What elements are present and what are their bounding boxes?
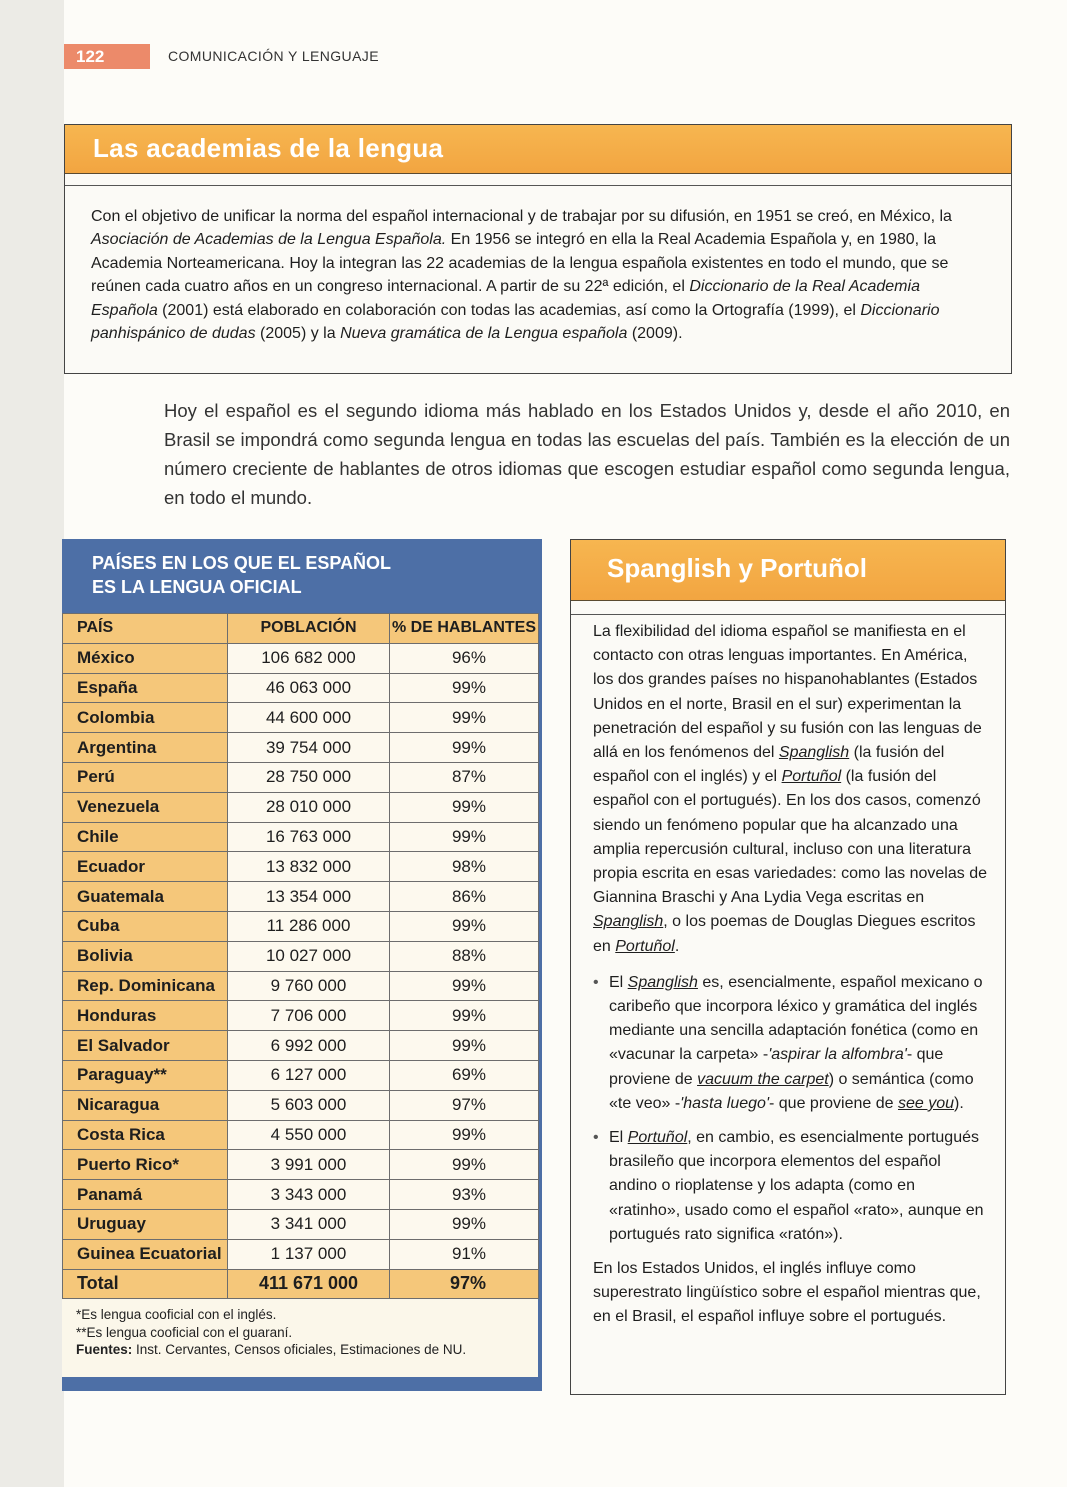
bullet-portunol: • El Portuñol, en cambio, es esencialmente portugués brasileño que incorpora elementos del español andino o rioplatense y los adapta (como en «ratinho», usado como el español «rato», aunque en portugués rato significa «ratón»). <box>593 1126 989 1247</box>
country-cell: Colombia <box>63 703 228 733</box>
country-cell: España <box>63 673 228 703</box>
table-row <box>63 822 539 852</box>
population-cell: 10 027 000 <box>228 941 390 971</box>
percent-cell: 97% <box>390 1269 539 1299</box>
country-cell: Rep. Dominicana <box>63 971 228 1001</box>
spanglish-title: Spanglish y Portuñol <box>607 553 868 583</box>
intro-paragraph: Hoy el español es el segundo idioma más hablado en los Estados Unidos y, desde el año 2010, en Brasil se impondrá como segunda lengua en todas las escuelas del país. También es la elección de un número creciente de hablantes de otros idiomas que escogen estudiar español como segunda lengua, en todo el mundo. <box>164 400 1010 508</box>
percent-cell: 98% <box>390 852 539 882</box>
country-cell: Ecuador <box>63 852 228 882</box>
percent-cell: 99% <box>390 1150 539 1180</box>
country-cell: Cuba <box>63 911 228 941</box>
spanglish-title-bar <box>571 540 1005 601</box>
table-row <box>63 1060 539 1090</box>
population-cell: 7 706 000 <box>228 1001 390 1031</box>
column-header-population: POBLACIÓN <box>228 614 390 644</box>
table-row <box>63 882 539 912</box>
population-cell: 6 127 000 <box>228 1060 390 1090</box>
country-cell: Puerto Rico* <box>63 1150 228 1180</box>
percent-cell: 93% <box>390 1180 539 1210</box>
table-row <box>63 971 539 1001</box>
bullet-icon: • <box>593 973 599 991</box>
percent-cell: 96% <box>390 643 539 673</box>
academias-divider <box>65 185 1011 186</box>
spanglish-divider <box>571 614 1005 615</box>
running-title: COMUNICACIÓN Y LENGUAJE <box>168 48 379 64</box>
bullet-icon: • <box>593 1129 599 1147</box>
percent-cell: 99% <box>390 673 539 703</box>
population-cell: 1 137 000 <box>228 1239 390 1269</box>
population-cell: 13 832 000 <box>228 852 390 882</box>
country-cell: Costa Rica <box>63 1120 228 1150</box>
table-row <box>63 792 539 822</box>
population-cell: 46 063 000 <box>228 673 390 703</box>
percent-cell: 97% <box>390 1090 539 1120</box>
population-cell: 44 600 000 <box>228 703 390 733</box>
population-cell: 16 763 000 <box>228 822 390 852</box>
table-row <box>63 733 539 763</box>
country-cell: Venezuela <box>63 792 228 822</box>
table-row <box>63 941 539 971</box>
population-cell: 106 682 000 <box>228 643 390 673</box>
country-cell: México <box>63 643 228 673</box>
table-notes <box>76 1306 466 1359</box>
academias-title-bar <box>65 125 1011 174</box>
spanglish-paragraph-1: La flexibilidad del idioma español se manifiesta en el contacto con otras lenguas importantes. En América, los dos grandes países no hispanohablantes (Estados Unidos en el norte, Brasil en el sur) experimentan la penetración del español y su fusión con las lenguas de allá en los fenómenos del Spanglish (la fusión del español con el inglés) y el Portuñol (la fusión del español con el portugués). En los dos casos, comenzó siendo un fenómeno popular que ha alcanzado una amplia repercusión cultural, incluso con una literatura propia escrita en esas variedades: como las novelas de Giannina Braschi y Ana Lydia Vega escritas en Spanglish, o los poemas de Douglas Diegues escritos en Portuñol. <box>593 623 987 955</box>
percent-cell: 69% <box>390 1060 539 1090</box>
table-header-row <box>63 614 539 644</box>
table-row <box>63 673 539 703</box>
sources: Fuentes: Inst. Cervantes, Censos oficiales, Estimaciones de NU. <box>76 1342 467 1357</box>
academias-title: Las academias de la lengua <box>93 133 444 163</box>
table-row <box>63 911 539 941</box>
population-cell: 3 991 000 <box>228 1150 390 1180</box>
population-cell: 3 341 000 <box>228 1209 390 1239</box>
country-cell: El Salvador <box>63 1031 228 1061</box>
table-row <box>63 1120 539 1150</box>
percent-cell: 91% <box>390 1239 539 1269</box>
percent-cell: 99% <box>390 792 539 822</box>
table-row <box>63 1239 539 1269</box>
population-cell: 3 343 000 <box>228 1180 390 1210</box>
table-row <box>63 852 539 882</box>
academias-paragraph: Con el objetivo de unificar la norma del español internacional y de trabajar por su difusión, en 1951 se creó, en México, la Asociación de Academias de la Lengua Española. En 1956 se integró en ella la Real Academia Española y, en 1980, la Academia Norteamericana. Hoy la integran las 22 academias de la lengua española existentes en todo el mundo, que se reúnen cada cuatro años en un congreso internacional. A partir de su 22ª edición, el Diccionario de la Real Academia Española (2001) está elaborado en colaboración con todas las academias, así como la Ortografía (1999), el Diccionario panhispánico de dudas (2005) y la Nueva gramática de la Lengua española (2009). <box>91 208 952 343</box>
table-row <box>63 1150 539 1180</box>
population-cell: 6 992 000 <box>228 1031 390 1061</box>
percent-cell: 87% <box>390 762 539 792</box>
spanglish-bullets <box>593 971 989 1247</box>
bullet-spanglish: • El Spanglish es, esencialmente, español mexicano o caribeño que incorpora léxico y gramática del inglés mediante una sencilla adaptación fonética (como en «vacunar la carpeta» -'aspirar la alfombra'- que proviene de vacuum the carpet) o semántica (como «te veo» -'hasta luego'- que proviene de see you). <box>593 971 989 1116</box>
population-cell: 4 550 000 <box>228 1120 390 1150</box>
percent-cell: 99% <box>390 911 539 941</box>
country-cell: Total <box>63 1269 228 1299</box>
table-row <box>63 762 539 792</box>
percent-cell: 99% <box>390 733 539 763</box>
country-cell: Argentina <box>63 733 228 763</box>
table-row <box>63 1090 539 1120</box>
column-header-country: PAÍS <box>63 614 228 644</box>
countries-table-heading: PAÍSES EN LOS QUE EL ESPAÑOL ES LA LENGUA OFICIAL <box>92 553 392 597</box>
percent-cell: 99% <box>390 971 539 1001</box>
population-cell: 13 354 000 <box>228 882 390 912</box>
country-cell: Uruguay <box>63 1209 228 1239</box>
population-cell: 411 671 000 <box>228 1269 390 1299</box>
percent-cell: 99% <box>390 703 539 733</box>
country-cell: Guinea Ecuatorial <box>63 1239 228 1269</box>
table-row <box>63 703 539 733</box>
percent-cell: 99% <box>390 1120 539 1150</box>
percent-cell: 86% <box>390 882 539 912</box>
country-cell: Paraguay** <box>63 1060 228 1090</box>
table-row <box>63 1031 539 1061</box>
country-cell: Honduras <box>63 1001 228 1031</box>
percent-cell: 99% <box>390 1209 539 1239</box>
note-guarani: **Es lengua cooficial con el guaraní. <box>76 1324 293 1340</box>
table-total-row <box>63 1269 539 1299</box>
country-cell: Guatemala <box>63 882 228 912</box>
table-row <box>63 1001 539 1031</box>
table-row <box>63 1209 539 1239</box>
percent-cell: 88% <box>390 941 539 971</box>
country-cell: Perú <box>63 762 228 792</box>
column-header-percent: % DE HABLANTES <box>390 614 539 644</box>
table-row <box>63 1180 539 1210</box>
table-row <box>63 643 539 673</box>
country-cell: Nicaragua <box>63 1090 228 1120</box>
note-english: *Es lengua cooficial con el inglés. <box>76 1307 277 1322</box>
percent-cell: 99% <box>390 1001 539 1031</box>
population-cell: 9 760 000 <box>228 971 390 1001</box>
population-cell: 39 754 000 <box>228 733 390 763</box>
page-number: 122 <box>64 44 150 69</box>
country-cell: Panamá <box>63 1180 228 1210</box>
academias-box <box>64 124 1012 374</box>
page-margin-strip <box>0 0 64 1487</box>
country-cell: Bolivia <box>63 941 228 971</box>
population-cell: 11 286 000 <box>228 911 390 941</box>
spanglish-box <box>570 539 1006 1395</box>
percent-cell: 99% <box>390 822 539 852</box>
countries-table <box>62 613 539 1299</box>
spanglish-paragraph-2: En los Estados Unidos, el inglés influye como superestrato lingüístico sobre el español mientras que, en el Brasil, el español influye sobre el portugués. <box>593 1260 981 1326</box>
spanglish-content <box>593 620 989 1342</box>
population-cell: 28 010 000 <box>228 792 390 822</box>
population-cell: 28 750 000 <box>228 762 390 792</box>
population-cell: 5 603 000 <box>228 1090 390 1120</box>
percent-cell: 99% <box>390 1031 539 1061</box>
country-cell: Chile <box>63 822 228 852</box>
